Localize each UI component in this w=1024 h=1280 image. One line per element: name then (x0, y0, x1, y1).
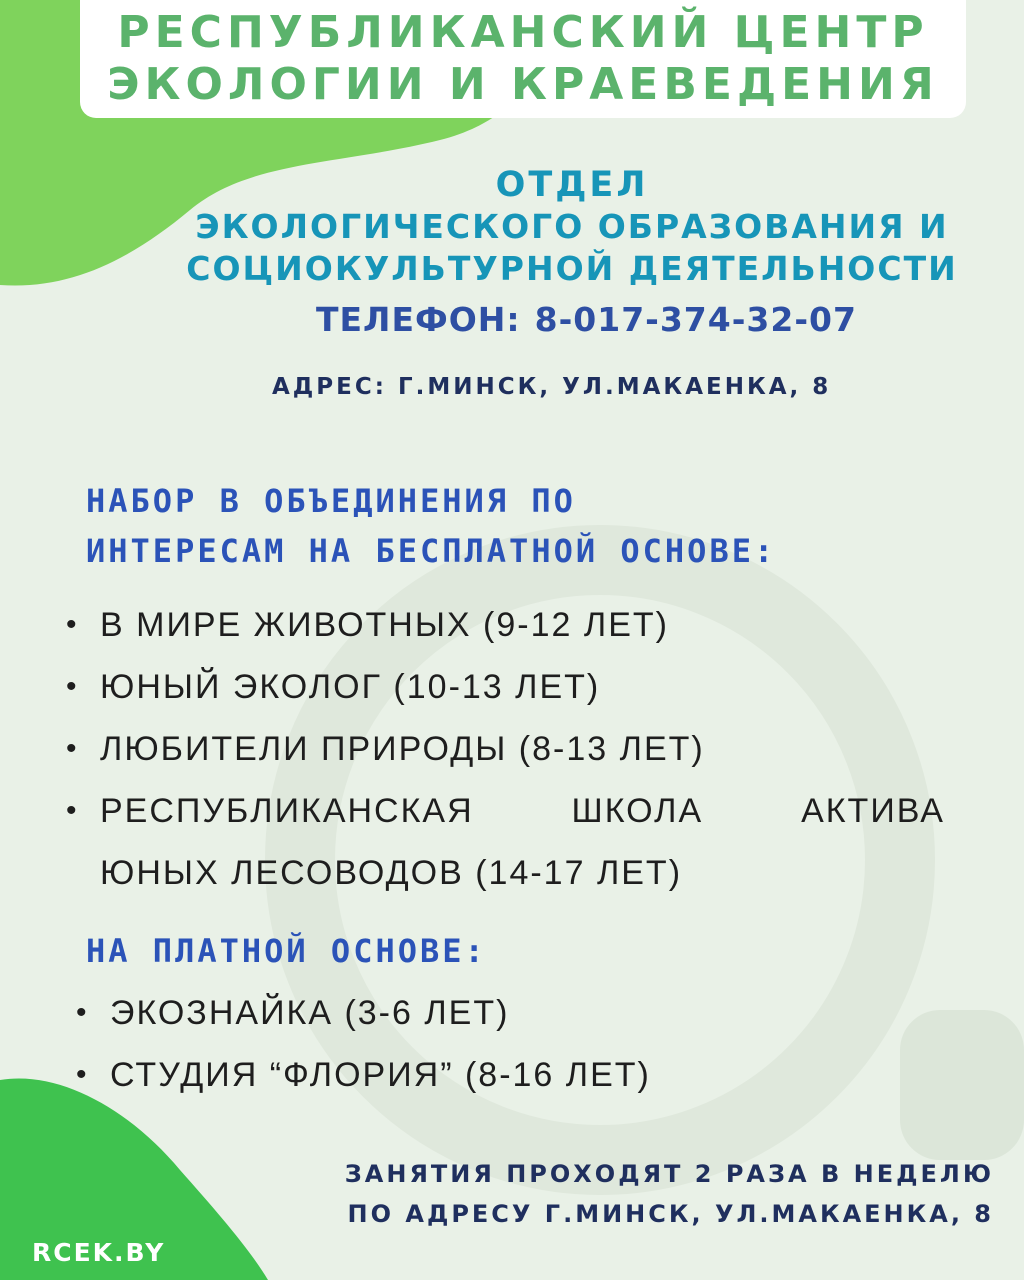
bullet-icon: • (66, 732, 79, 765)
list-item: • ЮНЫЙ ЭКОЛОГ (10-13 ЛЕТ) (100, 656, 945, 718)
bullet-icon: • (76, 1058, 89, 1091)
bullet-icon: • (66, 794, 79, 827)
list-item-continuation: ЮНЫХ ЛЕСОВОДОВ (14-17 ЛЕТ) (100, 854, 683, 892)
title-line-1: РЕСПУБЛИКАНСКИЙ ЦЕНТР (117, 7, 929, 58)
list-item: • ЭКОЗНАЙКА (3-6 ЛЕТ) (110, 982, 651, 1044)
website-link[interactable]: RCEK.BY (32, 1238, 166, 1267)
list-item: • СТУДИЯ “ФЛОРИЯ” (8-16 ЛЕТ) (110, 1044, 651, 1106)
bullet-icon: • (76, 996, 89, 1029)
free-heading-line-2: ИНТЕРЕСАМ НА БЕСПЛАТНОЙ ОСНОВЕ: (86, 532, 777, 570)
phone-number[interactable]: 8-017-374-32-07 (534, 300, 857, 339)
department-line-2: ЭКОЛОГИЧЕСКОГО ОБРАЗОВАНИЯ И (195, 207, 949, 246)
bullet-icon: • (66, 608, 79, 641)
list-item: • В МИРЕ ЖИВОТНЫХ (9-12 ЛЕТ) (100, 594, 945, 656)
department-line-3: СОЦИОКУЛЬТУРНОЙ ДЕЯТЕЛЬНОСТИ (186, 249, 958, 288)
free-heading-line-1: НАБОР В ОБЪЕДИНЕНИЯ ПО (86, 482, 576, 520)
watermark-leaf (900, 1010, 1024, 1160)
schedule-footer (345, 1154, 994, 1234)
footer-line-2: ПО АДРЕСУ Г.МИНСК, УЛ.МАКАЕНКА, 8 (347, 1200, 994, 1228)
phone-label: ТЕЛЕФОН: (316, 300, 521, 339)
paid-section-heading: НА ПЛАТНОЙ ОСНОВЕ: (86, 932, 487, 970)
title-banner (80, 0, 966, 118)
department-block (142, 164, 1002, 290)
bullet-icon: • (66, 670, 79, 703)
title-line-2: ЭКОЛОГИИ И КРАЕВЕДЕНИЯ (107, 59, 939, 110)
department-line-1: ОТДЕЛ (495, 165, 649, 205)
list-item: • ЛЮБИТЕЛИ ПРИРОДЫ (8-13 ЛЕТ) (100, 718, 945, 780)
paid-programs-list (76, 982, 651, 1106)
free-section-heading (86, 476, 776, 576)
list-item: • РЕСПУБЛИКАНСКАЯ ШКОЛА АКТИВА (100, 780, 945, 842)
phone-line (316, 300, 857, 339)
footer-line-1: ЗАНЯТИЯ ПРОХОДЯТ 2 РАЗА В НЕДЕЛЮ (344, 1160, 994, 1188)
address-line: АДРЕС: Г.МИНСК, УЛ.МАКАЕНКА, 8 (272, 374, 832, 400)
free-programs-list (66, 594, 945, 904)
